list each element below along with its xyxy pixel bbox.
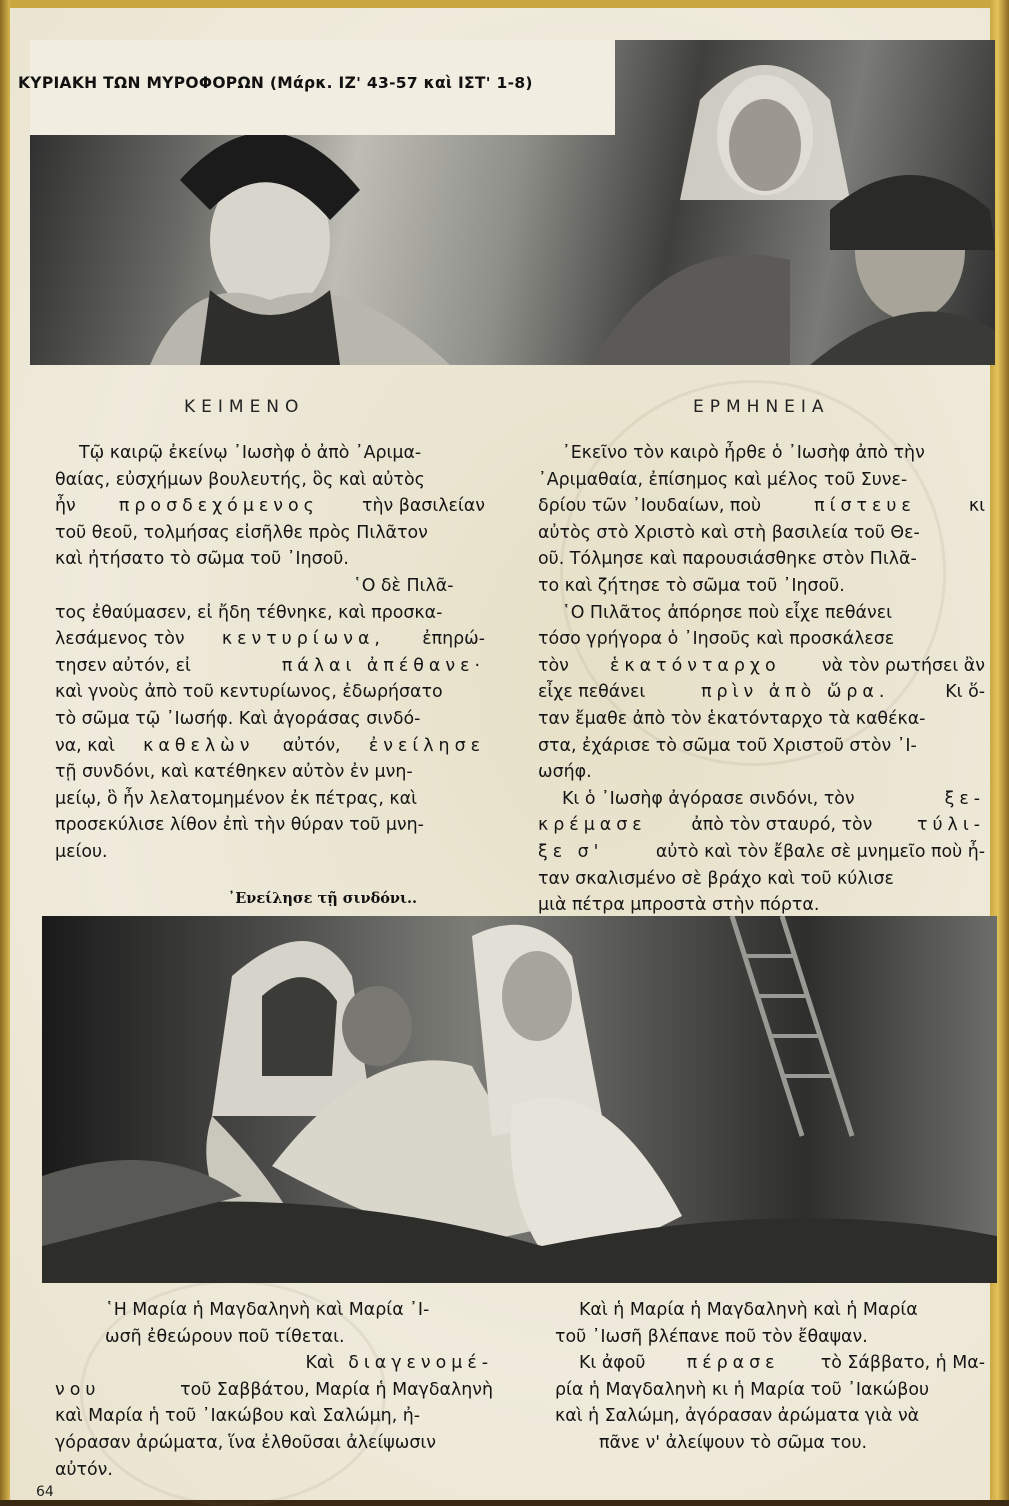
text-line: εἶχε πεθάνει	[538, 682, 646, 703]
spaced-word: ἑκατόνταρχο	[610, 655, 781, 676]
illustration-caption: ᾿Ενείλησε τῇ σινδόνι..	[228, 890, 418, 907]
text-line: ρία ἡ Μαγδαληνὴ κι ἡ Μαρία τοῦ ᾿Ιακώβου	[555, 1379, 930, 1400]
text-line: οῦ. Τόλμησε καὶ παρουσιάσθηκε στὸν Πιλᾶ-	[538, 549, 917, 570]
illustration-deposition	[42, 916, 997, 1283]
bottom-ermineia-text	[555, 1297, 985, 1457]
spaced-word: ξε-	[944, 788, 985, 809]
spaced-word: ξε σ'	[538, 841, 604, 862]
text-line: τησεν αὐτόν, εἰ	[55, 655, 191, 676]
text-line: Καὶ ἡ Μαρία ἡ Μαγδαληνὴ καὶ ἡ Μαρία	[579, 1300, 918, 1320]
text-line: λεσάμενος τὸν	[55, 629, 185, 650]
text-line: προσεκύλισε λίθον ἐπὶ τὴν θύραν τοῦ μνη-	[55, 815, 424, 836]
spaced-word: ἐνείλησε	[368, 735, 485, 756]
text-line: δρίου τῶν ᾿Ιουδαίων, ποὺ	[538, 496, 762, 517]
text-line: τὴν βασιλείαν	[362, 496, 485, 517]
text-line: Καὶ	[305, 1353, 335, 1374]
spaced-word: νου	[55, 1379, 101, 1400]
text-line: το καὶ ζήτησε τὸ σῶμα τοῦ ᾿Ιησοῦ.	[538, 575, 845, 596]
text-line: αὐτόν,	[282, 735, 341, 756]
text-line: αὐτὸ καὶ τὸν ἔβαλε σὲ μνημεῖο ποὺ ἦ-	[655, 841, 985, 862]
text-line: ῾Η Μαρία ἡ Μαγδαληνὴ καὶ Μαρία ᾿Ι-	[105, 1300, 430, 1320]
text-line: ῾Ο Πιλᾶτος ἀπόρησε ποὺ εἶχε πεθάνει	[562, 602, 892, 623]
text-line: τος ἐθαύμασεν, εἰ ἤδη τέθνηκε, καὶ προσκα-	[55, 602, 443, 623]
text-line: Κι ἀφοῦ	[579, 1353, 646, 1374]
text-line: κι	[968, 496, 985, 517]
text-line: αὐτὸς στὸ Χριστὸ καὶ στὴ βασιλεία τοῦ Θε-	[538, 522, 920, 543]
text-line: μιὰ πέτρα μπροστὰ στὴν πόρτα.	[538, 895, 820, 916]
spaced-word: πίστευε	[814, 496, 916, 517]
text-line: τὸν	[538, 655, 569, 676]
spaced-word: πέρασε	[686, 1353, 780, 1374]
text-line: ωσῆ ἐθεώρουν ποῦ τίθεται.	[105, 1326, 345, 1347]
page-number: 64	[36, 1484, 54, 1500]
text-line: να, καὶ	[55, 735, 115, 756]
ermineia-heading: ΕΡΜΗΝΕΙΑ	[693, 397, 830, 417]
text-line: Κι ὅ-	[945, 682, 985, 703]
spaced-word: καθελὼν	[143, 735, 255, 756]
spaced-word: διαγενομέ-	[348, 1353, 493, 1374]
text-line: Κι ὁ ᾿Ιωσὴφ ἀγόρασε σινδόνι, τὸν	[562, 788, 855, 809]
spaced-word: τύλι-	[917, 815, 985, 836]
text-line: ἦν	[55, 496, 76, 517]
text-line: νὰ τὸν ρωτήσει ἂν	[821, 655, 985, 676]
keimeno-heading: ΚΕΙΜΕΝΟ	[184, 397, 305, 417]
text-line: τοῦ Σαββάτου, Μαρία ἡ Μαγδαληνὴ	[180, 1379, 493, 1400]
text-line: ωσήφ.	[538, 762, 592, 783]
text-line: ἀπὸ τὸν σταυρό, τὸν	[691, 815, 873, 836]
text-line: καὶ ἠτήσατο τὸ σῶμα τοῦ ᾿Ιησοῦ.	[55, 549, 349, 570]
text-line: ταν σκαλισμένο σὲ βράχο καὶ τοῦ κύλισε	[538, 868, 894, 889]
text-line: καὶ Μαρία ἡ τοῦ ᾿Ιακώβου καὶ Σαλώμη, ἠ-	[55, 1406, 421, 1427]
text-line: τόσο γρήγορα ὁ ᾿Ιησοῦς καὶ προσκάλεσε	[538, 629, 895, 650]
text-line: τοῦ θεοῦ, τολμήσας εἰσῆλθε πρὸς Πιλᾶτον	[55, 522, 428, 543]
keimeno-text	[55, 440, 485, 866]
text-line: ταν ἔμαθε ἀπὸ τὸν ἑκατόνταρχο τὰ καθέκα-	[538, 708, 926, 729]
text-line: πᾶνε ν' ἀλείψουν τὸ σῶμα του.	[599, 1432, 868, 1453]
text-line: καὶ γνοὺς ἀπὸ τοῦ κεντυρίωνος, ἐδωρήσατο	[55, 682, 443, 703]
text-line: ῾Ο δὲ Πιλᾶ-	[353, 575, 454, 596]
text-line: θαίας, εὐσχήμων βουλευτής, ὃς καὶ αὐτὸς	[55, 469, 425, 490]
text-line: Τῷ καιρῷ ἐκείνῳ ᾿Ιωσὴφ ὁ ἀπὸ ᾿Αριμα-	[79, 443, 422, 463]
text-line: τοῦ ᾿Ιωσῆ βλέπανε ποῦ τὸν ἔθαψαν.	[555, 1326, 868, 1347]
spaced-word: κρέμασε	[538, 815, 647, 836]
spaced-word: κεντυρίωνα,	[221, 629, 385, 650]
text-line: μείῳ, ὃ ἦν λελατομημένον ἐκ πέτρας, καὶ	[55, 788, 417, 809]
page-title: ΚΥΡΙΑΚΗ ΤΩΝ ΜΥΡΟΦΟΡΩΝ (Μάρκ. ΙΖ' 43-57 καὶ ΙΣΤ' 1-8)	[18, 74, 533, 92]
spaced-word: προσδεχόμενος	[118, 496, 319, 517]
bottom-keimeno-text	[55, 1297, 493, 1483]
text-line: καὶ ἡ Σαλώμη, ἀγόρασαν ἀρώματα γιὰ νὰ	[555, 1406, 920, 1427]
text-line: τὸ σῶμα τῷ ᾿Ιωσήφ. Καὶ ἀγοράσας σινδό-	[55, 708, 421, 729]
text-line: ᾿Αριμαθαία, ἐπίσημος καὶ μέλος τοῦ Συνε-	[538, 469, 908, 490]
page-edge-top	[0, 0, 1009, 8]
text-line: ᾿Εκεῖνο τὸν καιρὸ ἦρθε ὁ ᾿Ιωσὴφ ἀπὸ τὴν	[562, 443, 925, 463]
text-line: τῇ συνδόνι, καὶ κατέθηκεν αὐτὸν ἐν μνη-	[55, 762, 413, 783]
text-line: ἐπηρώ-	[422, 629, 485, 650]
text-line: αὐτόν.	[55, 1459, 113, 1480]
text-line: τὸ Σάββατο, ἡ Μα-	[820, 1353, 985, 1374]
text-line: γόρασαν ἀρώματα, ἵνα ἐλθοῦσαι ἀλείψωσιν	[55, 1432, 436, 1453]
page-edge-left	[0, 0, 10, 1500]
spaced-word: πάλαι ἀπέθανε·	[281, 655, 485, 676]
spaced-word: πρὶν ἀπὸ ὥρα.	[701, 682, 890, 703]
ermineia-text	[538, 440, 985, 919]
bottom-illustration	[42, 916, 997, 1283]
text-line: στα, ἐχάρισε τὸ σῶμα τοῦ Χριστοῦ στὸν ᾿Ι-	[538, 735, 917, 756]
text-line: μείου.	[55, 841, 108, 862]
